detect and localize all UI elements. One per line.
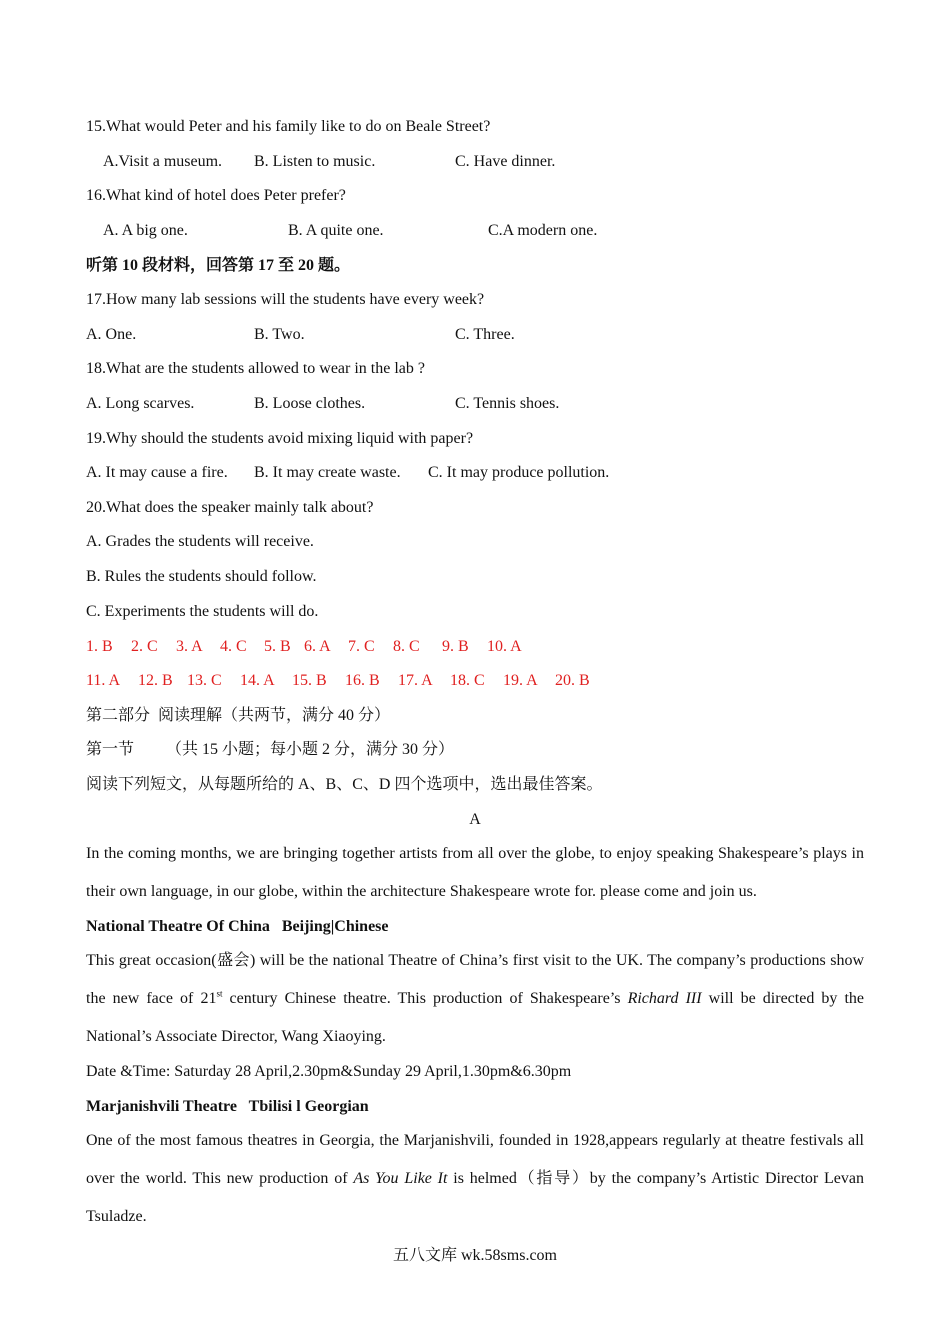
q17-option-c: C. Three.: [455, 326, 515, 343]
answer-item: 6. A: [304, 638, 331, 655]
theatre-2-description: [86, 1122, 864, 1236]
theatre-2-heading: Marjanishvili Theatre Tbilisi l Georgian: [86, 1098, 369, 1115]
answer-item: 14. A: [240, 672, 275, 689]
question-20: 20.What does the speaker mainly talk about?: [86, 499, 374, 516]
answer-item: 9. B: [442, 638, 469, 655]
answer-item: 12. B: [138, 672, 173, 689]
answer-item: 19. A: [503, 672, 538, 689]
q18-option-a: A. Long scarves.: [86, 395, 195, 412]
answer-item: 20. B: [555, 672, 590, 689]
question-16: 16.What kind of hotel does Peter prefer?: [86, 187, 346, 204]
answer-item: 2. C: [131, 638, 158, 655]
q18-option-c: C. Tennis shoes.: [455, 395, 560, 412]
answer-item: 7. C: [348, 638, 375, 655]
q19-option-b: B. It may create waste.: [254, 464, 401, 481]
theatre-1-description: [86, 942, 864, 1056]
part-2-heading: 第二部分 阅读理解（共两节，满分 40 分）: [86, 707, 391, 724]
q20-option-c: C. Experiments the students will do.: [86, 603, 319, 620]
q20-option-b: B. Rules the students should follow.: [86, 568, 317, 585]
theatre-1-text-c: will be directed by the National’s Associate Director, Wang Xiaoying.: [86, 990, 865, 1045]
theatre-2-text-b: is helmed（指导）by the company’s Artistic Director Levan Tsuladze.: [86, 1170, 865, 1225]
theatre-2-text-a: One of the most famous theatres in Georgia, the Marjanishvili, founded in 1928,appears regularly at theatre festivals all over the world. This new production of: [86, 1132, 864, 1187]
question-17: 17.How many lab sessions will the students have every week?: [86, 291, 485, 308]
answer-item: 5. B: [264, 638, 291, 655]
instructions: 阅读下列短文，从每题所给的 A、B、C、D 四个选项中，选出最佳答案。: [86, 776, 603, 793]
q15-option-b: B. Listen to music.: [254, 153, 376, 170]
theatre-1-heading: National Theatre Of China Beijing|Chinese: [86, 918, 389, 935]
answer-item: 13. C: [187, 672, 222, 689]
q16-option-c: C.A modern one.: [488, 222, 598, 239]
section-10-heading: 听第 10 段材料，回答第 17 至 20 题。: [86, 257, 351, 274]
answer-item: 15. B: [292, 672, 327, 689]
section-1-heading: 第一节 （共 15 小题；每小题 2 分，满分 30 分）: [86, 741, 455, 758]
intro-paragraph: In the coming months, we are bringing together artists from all over the globe, to enjoy speaking Shakespeare’s plays in their own language, in our globe, within the architecture Shakespeare wrote for. please come and join us.: [86, 845, 864, 900]
answer-item: 8. C: [393, 638, 420, 655]
theatre-1-text-b: century Chinese theatre. This production of Shakespeare’s: [222, 990, 628, 1007]
question-19: 19.Why should the students avoid mixing liquid with paper?: [86, 430, 474, 447]
answer-item: 10. A: [487, 638, 522, 655]
q18-option-b: B. Loose clothes.: [254, 395, 366, 412]
play-title-as-you-like-it: As You Like It: [353, 1170, 448, 1187]
theatre-1-datetime: Date &Time: Saturday 28 April,2.30pm&Sunday 29 April,1.30pm&6.30pm: [86, 1063, 572, 1080]
footer-watermark: 五八文库 wk.58sms.com: [392, 1247, 557, 1264]
answer-item: 1. B: [86, 638, 113, 655]
q19-option-c: C. It may produce pollution.: [428, 464, 610, 481]
answer-item: 18. C: [450, 672, 485, 689]
question-15: 15.What would Peter and his family like to do on Beale Street?: [86, 118, 491, 135]
theatre-1-text-a: This great occasion(盛会) will be the national Theatre of China’s first visit to the UK. The company’s productions show the new face of 21: [86, 952, 864, 1007]
answer-item: 4. C: [220, 638, 247, 655]
ordinal-suffix: st: [216, 988, 223, 999]
q17-option-b: B. Two.: [254, 326, 305, 343]
q16-option-b: B. A quite one.: [288, 222, 384, 239]
q17-option-a: A. One.: [86, 326, 137, 343]
answer-item: 3. A: [176, 638, 203, 655]
q19-option-a: A. It may cause a fire.: [86, 464, 228, 481]
answer-item: 11. A: [86, 672, 121, 689]
q15-option-a: A.Visit a museum.: [103, 153, 223, 170]
passage-label: A: [469, 811, 481, 828]
q20-option-a: A. Grades the students will receive.: [86, 533, 314, 550]
question-18: 18.What are the students allowed to wear in the lab ?: [86, 360, 425, 377]
play-title-richard-iii: Richard III: [627, 990, 702, 1007]
answer-item: 16. B: [345, 672, 380, 689]
q16-option-a: A. A big one.: [103, 222, 188, 239]
answer-item: 17. A: [398, 672, 433, 689]
q15-option-c: C. Have dinner.: [455, 153, 556, 170]
